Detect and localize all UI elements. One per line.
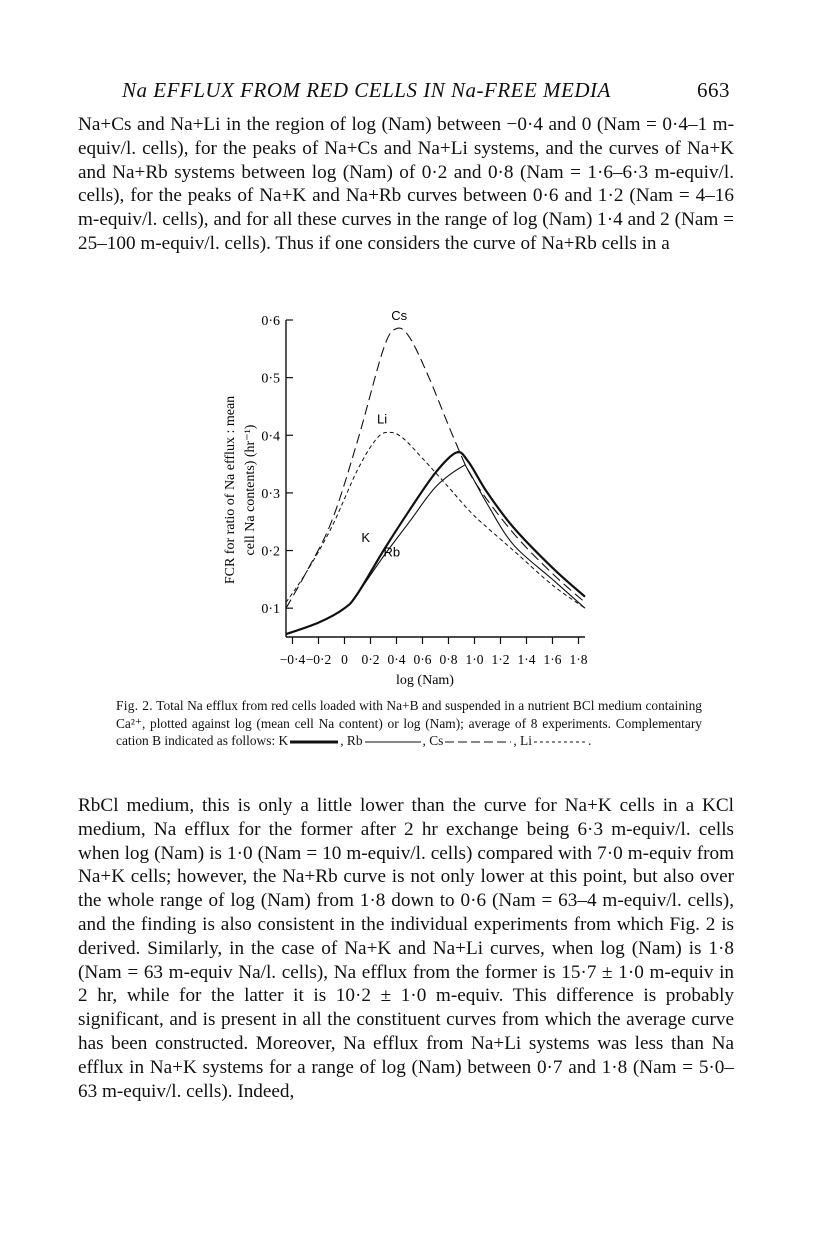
y-tick-label: 0·2	[261, 544, 280, 560]
y-axis-label-line-1: FCR for ratio of Na efflux : mean	[223, 395, 238, 585]
x-tick-label: 0·4	[387, 652, 406, 667]
y-tick-label: 0·4	[261, 429, 280, 445]
running-header	[78, 78, 730, 108]
x-tick-label: 1·8	[569, 652, 588, 667]
running-title: Na EFFLUX FROM RED CELLS IN Na-FREE MEDIA	[122, 78, 611, 102]
x-tick-label: 0·8	[439, 652, 458, 667]
caption-cs-sep: , Li	[513, 733, 532, 748]
y-tick-label: 0·3	[261, 486, 280, 502]
paragraph-bottom: RbCl medium, this is only a little lower than the curve for Na+K cells in a KCl medium, Na efflux for the former after 2 hr exchange being 6·3 m-equiv/l. cells when log (Nam) is 1·0 (Nam = 10 m-equiv/l. cells) compared with 7·0 m-equiv from Na+K cells; however, the Na+Rb curve is not only lower at this point, but also over the whole range of log (Nam) from 1·8 down to 0·6 (Nam = 63–4 m-equiv/l. cells), and the finding is also consistent in the individual experiments from which Fig. 2 is derived. Similarly, in the case of Na+K and Na+Li curves, when log (Nam) is 1·8 (Nam = 63 m-equiv Na/l. cells), Na efflux from the former is 15·7 ± 1·0 m-equiv in 2 hr, while for the latter it is 10·2 ± 1·0 m-equiv. This difference is probably significant, and is present in all the constituent curves from which the average curve has been constructed. Moreover, Na efflux from Na+Li systems was less than Na efflux in Na+K systems for a range of log (Nam) between 0·7 and 1·8 (Nam = 5·0–63 m-equiv/l. cells). Indeed,	[78, 795, 734, 1102]
x-tick-label: 0·2	[361, 652, 380, 667]
figure-2-chart	[0, 300, 816, 695]
series-rb-line	[286, 465, 585, 634]
page-number: 663	[697, 78, 730, 102]
caption-k-sep: , Rb	[340, 733, 363, 748]
x-tick-label: 1·2	[491, 652, 510, 667]
caption-rb-sep: , Cs	[422, 733, 444, 748]
chart-curves	[286, 328, 585, 634]
caption-text: Total Na efflux from red cells loaded with Na+B and suspended in a nutrient BCl medium containing Ca²⁺, plotted against log (mean cell Na content) or log (Nam); average of 8 experiments. Complementary cation B indicated as follows: K	[116, 698, 702, 748]
series-label-k: K	[361, 529, 371, 545]
legend-cs-line	[443, 737, 513, 745]
caption-lead: Fig. 2.	[116, 698, 153, 713]
legend-rb-line	[363, 737, 423, 745]
x-tick-label: −0·4	[279, 652, 306, 667]
caption-end: .	[587, 733, 592, 748]
x-tick-label: 1·0	[465, 652, 484, 667]
x-tick-label: −0·2	[305, 652, 332, 667]
chart-axes	[286, 320, 585, 637]
series-li-line	[286, 432, 585, 608]
legend-k-line	[288, 737, 340, 745]
x-axis-label: log (Nam)	[396, 673, 454, 688]
x-tick-label: 0	[341, 652, 348, 667]
series-label-cs: Cs	[391, 308, 408, 323]
x-tick-label: 1·4	[517, 652, 536, 667]
figure-caption	[116, 697, 702, 750]
series-label-li: Li	[377, 411, 388, 427]
y-ticks	[261, 314, 293, 617]
y-tick-label: 0·1	[261, 602, 280, 618]
legend-li-line	[532, 737, 588, 745]
y-tick-label: 0·5	[261, 371, 280, 387]
paragraph-top: Na+Cs and Na+Li in the region of log (Nam) between −0·4 and 0 (Nam = 0·4–1 m-equiv/l. cells), for the peaks of Na+Cs and Na+Li systems, and the curves of Na+K and Na+Rb systems between log (Nam) of 0·2 and 0·8 (Nam = 1·6–6·3 m-equiv/l. cells), for the peaks of Na+K and Na+Rb curves between 0·6 and 1·2 (Nam = 4–16 m-equiv/l. cells), and for all these curves in the range of log (Nam) 1·4 and 2 (Nam = 25–100 m-equiv/l. cells). Thus if one considers the curve of Na+Rb cells in a	[78, 114, 734, 254]
series-k-line	[286, 452, 585, 634]
x-tick-label: 1·6	[543, 652, 562, 667]
x-tick-label: 0·6	[413, 652, 432, 667]
y-tick-label: 0·6	[261, 314, 280, 329]
series-label-rb: Rb	[383, 544, 401, 560]
series-cs-line	[286, 328, 585, 608]
x-ticks	[280, 637, 588, 667]
y-axis-label-line-2: cell Na contents) (hr⁻¹)	[243, 424, 258, 556]
